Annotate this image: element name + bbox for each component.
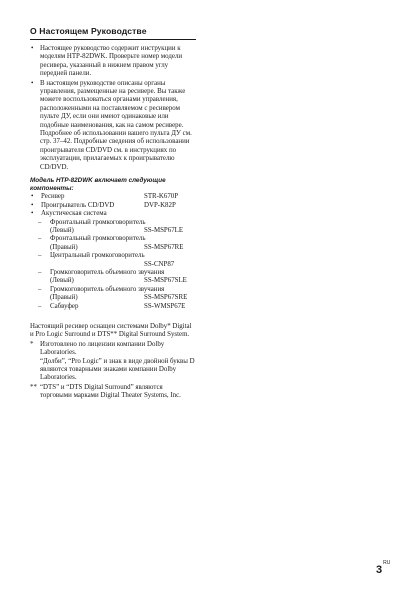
component-name: Акустическая система	[41, 210, 107, 218]
speaker-item	[30, 219, 196, 236]
speaker-model: SS-CNP87	[144, 260, 175, 268]
bullet-text: В настоящем руководстве описаны органы управления, размещенные на ресивере. Вы также можете воспользоваться органами управления, расположенными на поставляемом с ресивером пульте ДУ, если они имеют одинаковые или подобные наименования, как на самом ресивере. Подробнее об использовании вашего пульта ДУ см. стр. 37–42. Подробные сведения об использовании проигрывателя CD/DVD см. в инструкциях по эксплуатации, прилагаемых к проигрывателю CD/DVD.	[40, 79, 192, 171]
page-number-value: 3	[376, 564, 383, 576]
bullet-mark: •	[31, 201, 34, 209]
speaker-name: Громкоговоритель объемного звучания	[50, 268, 165, 276]
speaker-name: Громкоговоритель объемного звучания	[50, 285, 165, 293]
intro-bullets	[30, 45, 196, 172]
speaker-model: SS-WMSP67E	[144, 302, 186, 310]
bullet-text: Настоящее руководство содержит инструкции к моделям HTP-82DWK. Проверьте номер модели ресивера, указанный в нижнем правом углу передней панели.	[40, 45, 183, 78]
speaker-name: Фронтальный громкоговоритель	[50, 235, 146, 243]
speaker-item	[30, 235, 196, 252]
dolby-dts-paragraph: Настоящий ресивер оснащен системами Dolby* Digital и Pro Logic Surround и DTS** Digital Surround System.	[30, 322, 192, 339]
page-number	[376, 560, 390, 578]
speaker-side: (Левый)	[50, 277, 74, 285]
page-language: RU	[383, 560, 391, 566]
footnote	[30, 384, 196, 401]
footnote	[30, 341, 196, 383]
speaker-item	[30, 286, 196, 303]
speaker-side: (Правый)	[50, 294, 78, 302]
dash-mark: –	[38, 218, 42, 226]
bullet-mark: •	[31, 210, 34, 218]
speaker-name: Фронтальный громкоговоритель	[50, 218, 146, 226]
bullet-mark: •	[31, 193, 34, 201]
footnote-text: “DTS” и “DTS Digital Surround” являются торговыми марками Digital Theater Systems, Inc.	[40, 383, 181, 400]
speaker-name: Сабвуфер	[50, 302, 79, 310]
footnote-mark: *	[30, 340, 34, 348]
content-column	[30, 26, 196, 401]
speaker-item	[30, 252, 196, 269]
section-title: О Настоящем Руководстве	[30, 26, 196, 40]
bullet-mark: •	[31, 45, 34, 52]
speaker-item	[30, 303, 196, 311]
bullet-mark: •	[31, 79, 34, 87]
speaker-model: SS-MSP67RE	[144, 243, 184, 251]
speaker-item	[30, 269, 196, 286]
speaker-model: SS-MSP67SRE	[144, 294, 188, 302]
footnote-text-2: “Долби”, “Pro Logic” и знак в виде двойной буквы D являются товарными знаками компании Dolby Laboratories.	[40, 357, 195, 382]
footnote-text: Изготовлено по лицензии компании Dolby Laboratories.	[40, 340, 165, 357]
speaker-side: (Правый)	[50, 243, 78, 251]
footnotes	[30, 341, 196, 401]
dash-mark: –	[38, 302, 42, 310]
speaker-model: SS-MSP67LE	[144, 226, 184, 234]
footnote-mark: **	[30, 383, 37, 391]
component-name: Проигрыватель CD/DVD	[41, 201, 115, 209]
component-row	[30, 193, 196, 201]
speaker-name: Центральный громкоговоритель	[50, 252, 145, 260]
body-text	[30, 45, 196, 401]
components-heading: Модель HTP-82DWK включает следующие компоненты:	[30, 177, 166, 192]
component-model: STR-K670P	[144, 193, 179, 201]
component-row	[30, 210, 196, 218]
list-item	[30, 45, 196, 79]
speaker-side: (Левый)	[50, 226, 74, 234]
dash-mark: –	[38, 268, 42, 276]
speaker-model: SS-MSP67SLE	[144, 277, 187, 285]
component-model: DVP-K82P	[144, 201, 176, 209]
component-row	[30, 202, 196, 210]
dash-mark: –	[38, 285, 42, 293]
dash-mark: –	[38, 252, 42, 260]
list-item	[30, 80, 196, 172]
component-name: Ресивер	[41, 193, 65, 201]
dash-mark: –	[38, 235, 42, 243]
